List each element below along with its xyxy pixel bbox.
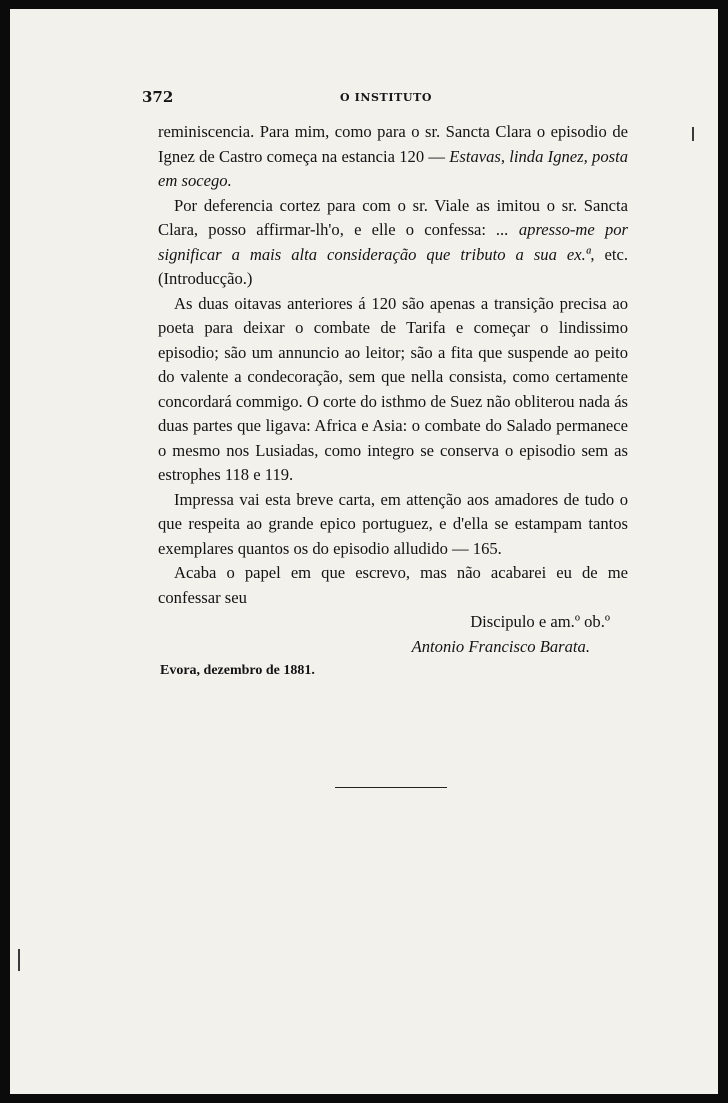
- running-title: O INSTITUTO: [340, 91, 433, 104]
- paragraph-text: reminiscencia. Para mim, como para o sr. Sancta Clara o episodio de Ignez de Castro começa na estancia 120 —: [158, 122, 628, 166]
- place-date: Evora, dezembro de 1881.: [160, 663, 315, 678]
- margin-mark: [692, 127, 694, 141]
- italic-quote: ... apresso-me por significar a mais alta consideração que tributo a sua ex.ª: [158, 220, 628, 264]
- paragraph: Impressa vai esta breve carta, em attenção aos amadores de tudo o que respeita ao grande epico portuguez, e d'ella se estampam tantos exemplares quantos os do episodio alludido — 165.: [158, 489, 628, 558]
- paragraph: Acaba o papel em que escrevo, mas não acabarei eu de me confessar seu: [158, 563, 628, 607]
- italic-quote: Estavas, linda Ignez, posta em socego.: [158, 146, 628, 190]
- page-number: 372: [142, 88, 174, 106]
- paragraph-text: Por deferencia cortez para com o sr. Viale as imitou o sr. Sancta Clara, posso affirmar-lh'o, e elle o confessa:: [158, 195, 628, 239]
- margin-mark: [18, 949, 20, 971]
- closing-line: Discipulo e am.º ob.º: [470, 612, 610, 631]
- signature: Antonio Francisco Barata.: [411, 636, 590, 656]
- paragraph: [158, 120, 628, 194]
- paragraph: As duas oitavas anteriores á 120 são apenas a transição precisa ao poeta para deixar o combate de Tarifa e começar o lindissimo episodio; são um annuncio ao leitor; são a fita que suspende ao peito do valente a condecoração, sem que nella consista, como certamente concordará commigo. O corte do isthmo de Suez não obliterou nada ás duas partes que ligava: Africa e Asia: o combate do Salado permanece o mesmo nos Lusiadas, como integro se conserva o episodio sem as estrophes 118 e 119.: [158, 293, 629, 484]
- section-rule: [335, 787, 447, 788]
- paragraph: [158, 194, 628, 292]
- page-header: [142, 88, 628, 108]
- body-text: [158, 120, 628, 684]
- paragraph-text: , etc. (Introducção.): [158, 244, 628, 288]
